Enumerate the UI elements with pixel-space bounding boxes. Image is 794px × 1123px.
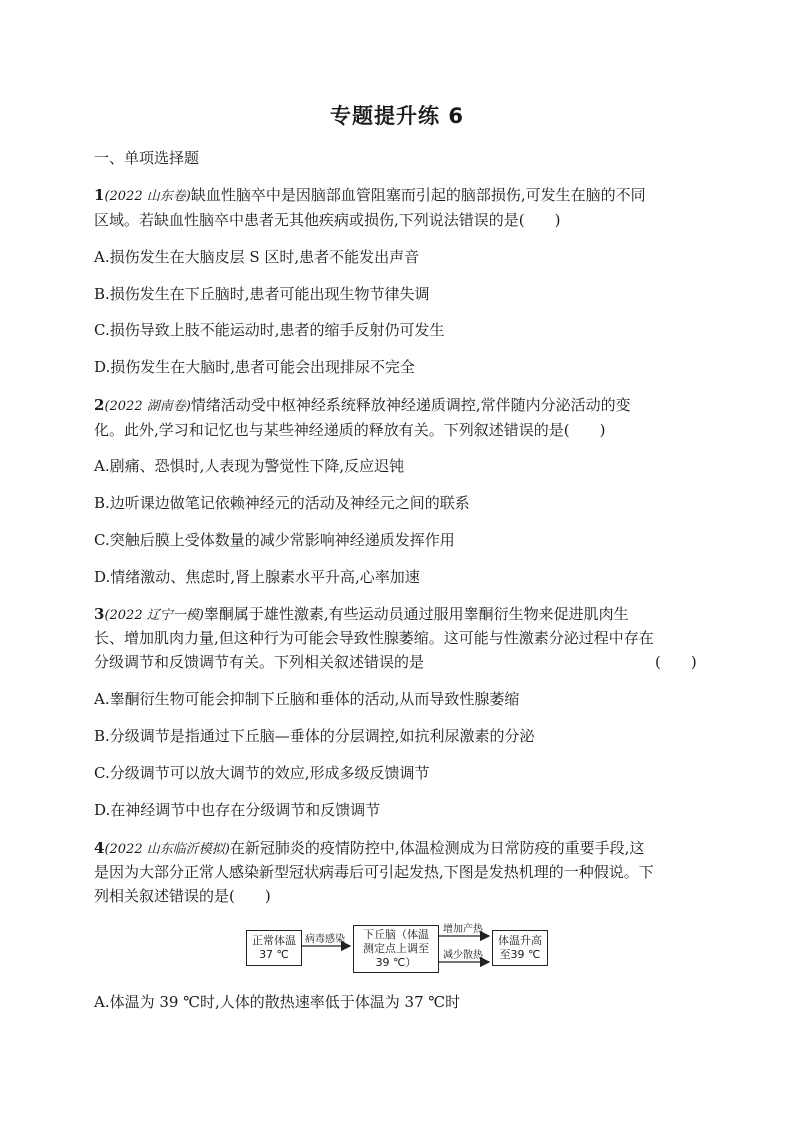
q3-number: 3	[94, 605, 105, 623]
q3-option-c[interactable]: C.分级调节可以放大调节的效应,形成多级反馈调节	[94, 764, 430, 782]
q1-option-a[interactable]: A.损伤发生在大脑皮层 S 区时,患者不能发出声音	[94, 248, 420, 266]
box3-line2: 至39 ℃	[499, 948, 541, 961]
q4-source: (2022 山东临沂模拟)	[104, 842, 230, 857]
q2-option-b[interactable]: B.边听课边做笔记依赖神经元的活动及神经元之间的联系	[94, 494, 470, 512]
box3-line1: 体温升高	[498, 934, 542, 947]
q3-option-b[interactable]: B.分级调节是指通过下丘脑—垂体的分层调控,如抗利尿激素的分泌	[94, 727, 535, 745]
q3-source: (2022 辽宁一模)	[104, 608, 204, 623]
q3-text1: 睾酮属于雄性激素,有些运动员通过服用睾酮衍生物来促进肌肉生	[203, 605, 629, 623]
q4-stem-line2: 是因为大部分正常人感染新型冠状病毒后可引起发热,下图是发热机理的一种假说。下	[94, 863, 654, 881]
section-heading: 一、单项选择题	[94, 149, 200, 167]
box-hypothalamus	[353, 925, 439, 973]
q1-source: (2022 山东卷)	[104, 189, 191, 204]
box2-line2: 测定点上调至	[363, 942, 429, 955]
q3-option-a[interactable]: A.睾酮衍生物可能会抑制下丘脑和垂体的活动,从而导致性腺萎缩	[94, 690, 520, 708]
box-normal-temperature	[246, 930, 302, 966]
label-increase-heat: 增加产热	[443, 924, 483, 935]
q1-option-d[interactable]: D.损伤发生在大脑时,患者可能会出现排尿不完全	[94, 358, 416, 376]
q3-stem-line2: 长、增加肌肉力量,但这种行为可能会导致性腺萎缩。这可能与性激素分泌过程中存在	[94, 629, 654, 647]
q1-number: 1	[94, 186, 105, 204]
q3-option-d[interactable]: D.在神经调节中也存在分级调节和反馈调节	[94, 801, 381, 819]
q1-text1: 缺血性脑卒中是因脑部血管阻塞而引起的脑部损伤,可发生在脑的不同	[190, 186, 646, 204]
q1-option-c[interactable]: C.损伤导致上肢不能运动时,患者的缩手反射仍可发生	[94, 321, 445, 339]
q4-option-a[interactable]: A.体温为 39 ℃时,人体的散热速率低于体温为 37 ℃时	[94, 993, 461, 1011]
q3-answer-blank: ( )	[655, 653, 697, 671]
box1-line2: 37 ℃	[259, 948, 289, 961]
q2-number: 2	[94, 396, 105, 414]
box-temperature-rise	[492, 930, 548, 966]
q2-option-a[interactable]: A.剧痛、恐惧时,人表现为警觉性下降,反应迟钝	[94, 457, 405, 475]
q3-stem-line3: 分级调节和反馈调节有关。下列相关叙述错误的是	[94, 653, 425, 671]
box2-line3: 39 ℃）	[375, 956, 417, 969]
q1-option-b[interactable]: B.损伤发生在下丘脑时,患者可能出现生物节律失调	[94, 285, 430, 303]
box2-line1: 下丘脑（体温	[363, 928, 429, 941]
q4-number: 4	[94, 839, 105, 857]
box1-line1: 正常体温	[252, 934, 296, 947]
q4-stem-line3: 列相关叙述错误的是( )	[94, 887, 271, 905]
q2-stem-line2: 化。此外,学习和记忆也与某些神经递质的释放有关。下列叙述错误的是( )	[94, 421, 606, 439]
q2-text1: 情绪活动受中枢神经系统释放神经递质调控,常伴随内分泌活动的变	[190, 396, 631, 414]
page-title: 专题提升练 6	[330, 104, 464, 128]
label-reduce-dissipation: 减少散热	[443, 950, 483, 961]
q2-option-c[interactable]: C.突触后膜上受体数量的减少常影响神经递质发挥作用	[94, 531, 455, 549]
q4-text1: 在新冠肺炎的疫情防控中,体温检测成为日常防疫的重要手段,这	[229, 839, 645, 857]
q2-source: (2022 湖南卷)	[104, 399, 191, 414]
label-virus-infection: 病毒感染	[305, 934, 345, 945]
q1-stem-line2: 区域。若缺血性脑卒中患者无其他疾病或损伤,下列说法错误的是( )	[94, 211, 561, 229]
q2-option-d[interactable]: D.情绪激动、焦虑时,肾上腺素水平升高,心率加速	[94, 568, 420, 586]
